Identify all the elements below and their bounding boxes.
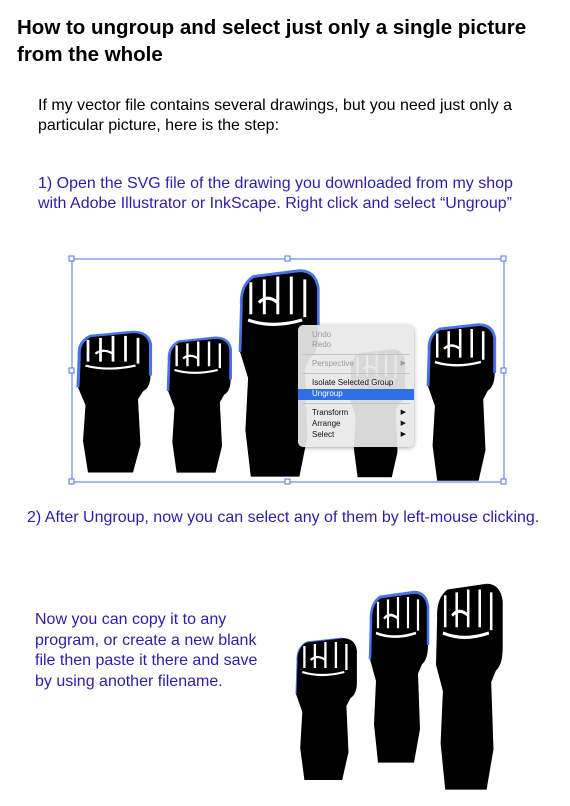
step-1-text: 1) Open the SVG file of the drawing you downloaded from my shop with Adobe Illustrator or InkScape. Right click and select “Ungroup” <box>38 175 513 212</box>
menu-separator <box>302 373 410 374</box>
raised-fist-icon[interactable] <box>370 592 428 762</box>
menu-separator <box>302 354 410 355</box>
menu-separator <box>302 403 410 404</box>
intro-paragraph: If my vector file contains several drawings, but you need just only a particular picture, here is the step: <box>38 97 513 134</box>
raised-fist-icon[interactable] <box>78 332 151 473</box>
menu-item-arrange[interactable]: Arrange ▶ <box>312 419 406 428</box>
menu-item-transform[interactable]: Transform ▶ <box>312 408 406 417</box>
menu-item-redo[interactable]: Redo <box>312 340 332 349</box>
raised-fist-icon[interactable] <box>168 338 231 473</box>
menu-item-select[interactable]: Select ▶ <box>312 430 406 439</box>
raised-fist-icon[interactable] <box>436 584 503 790</box>
menu-item-undo[interactable]: Undo <box>312 330 332 339</box>
raised-fist-icon[interactable] <box>296 638 357 780</box>
submenu-arrow-icon: ▶ <box>400 420 406 427</box>
menu-item-isolate-selected-group[interactable]: Isolate Selected Group <box>312 378 394 387</box>
context-menu <box>298 325 414 447</box>
menu-item-perspective[interactable]: Perspective ▶ <box>312 359 406 368</box>
step-2-text: 2) After Ungroup, now you can select any of them by left-mouse clicking. <box>27 509 540 526</box>
page-title: How to ungroup and select just only a single picture from the whole <box>17 16 527 66</box>
step-3-text: Now you can copy it to any program, or create a new blank file then paste it there and save by using another filename. <box>35 611 258 690</box>
submenu-arrow-icon: ▶ <box>400 360 406 367</box>
raised-fist-icon[interactable] <box>428 325 495 481</box>
submenu-arrow-icon: ▶ <box>400 431 406 438</box>
submenu-arrow-icon: ▶ <box>400 409 406 416</box>
menu-item-ungroup[interactable]: Ungroup <box>298 389 414 400</box>
